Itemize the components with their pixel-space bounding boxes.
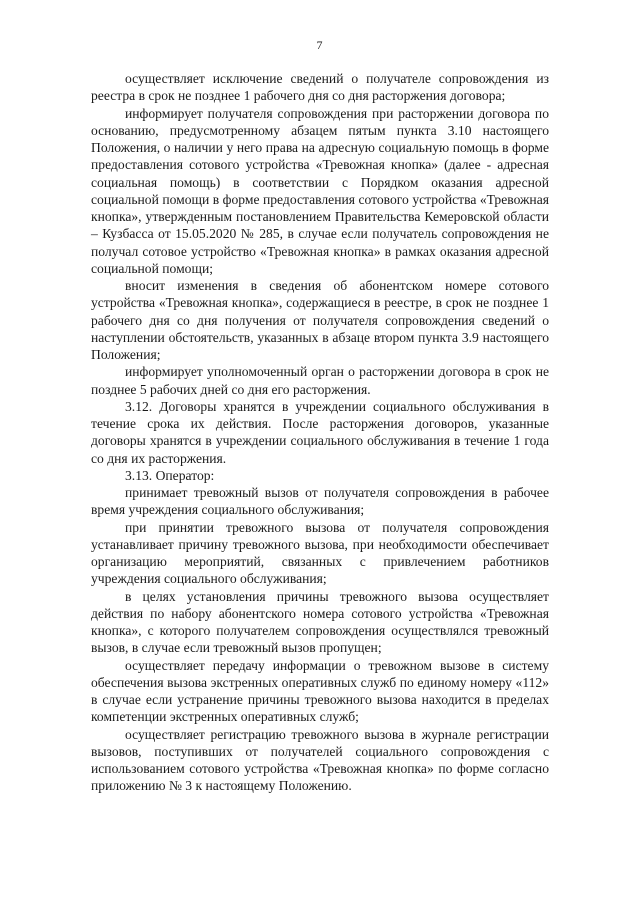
- paragraph-transfer-to-112: осуществляет передачу информации о тревожном вызове в систему обеспечения вызова экстренных оперативных служб по единому номеру «112» в случае если устранение причины тревожного вызова находится в пределах компетенции экстренных оперативных служб;: [91, 657, 549, 725]
- paragraph-operator-heading: 3.13. Оператор:: [125, 467, 215, 483]
- body-text: [91, 70, 549, 795]
- paragraph-establish-cause: при принятии тревожного вызова от получателя сопровождения устанавливает причину тревожного вызова, при необходимости обеспечивает организацию мероприятий, связанных с привлечением работников учреждения социального обслуживания;: [91, 519, 549, 587]
- paragraph-register-call: осуществляет регистрацию тревожного вызова в журнале регистрации вызовов, поступивших от получателей социального сопровождения с использованием сотового устройства «Тревожная кнопка» по форме согласно приложению № 3 к настоящему Положению.: [91, 726, 549, 794]
- paragraph-exclusion-from-registry: осуществляет исключение сведений о получателе сопровождения из реестра в срок не позднее 1 рабочего дня со дня расторжения договора;: [91, 71, 549, 104]
- paragraph-dial-back: в целях установления причины тревожного вызова осуществляет действия по набору абонентского номера сотового устройства «Тревожная кнопка», с которого получателем сопровождения осуществлялся тревожный вызов, в случае если тревожный вызов пропущен;: [91, 588, 549, 656]
- paragraph-inform-recipient: информирует получателя сопровождения при расторжении договора по основанию, предусмотренному абзацем пятым пункта 3.10 настоящего Положения, о наличии у него права на адресную социальную помощь в форме предоставления сотового устройства «Тревожная кнопка» (далее - адресная социальная помощь) в соответствии с Порядком оказания адресной социальной помощи в форме предоставления сотового устройства «Тревожная кнопка», утвержденным постановлением Правительства Кемеровской области – Кузбасса от 15.05.2020 № 285, в случае если получатель сопровождения не получал сотовое устройство «Тревожная кнопка» в рамках оказания адресной социальной помощи;: [91, 105, 549, 276]
- paragraph-update-subscriber-number: вносит изменения в сведения об абонентском номере сотового устройства «Тревожная кнопка», содержащиеся в реестре, в срок не позднее 1 рабочего дня со дня получения от получателя сопровождения сведений о наступлении обстоятельств, указанных в абзаце втором пункта 3.9 настоящего Положения;: [91, 278, 549, 362]
- paragraph-inform-authorized-body: информирует уполномоченный орган о расторжении договора в срок не позднее 5 рабочих дней со дня его расторжения.: [91, 364, 549, 397]
- paragraph-accept-alarm-call: принимает тревожный вызов от получателя сопровождения в рабочее время учреждения социального обслуживания;: [91, 485, 549, 518]
- page-number: 7: [316, 38, 323, 52]
- paragraph-contracts-storage: 3.12. Договоры хранятся в учреждении социального обслуживания в течение срока их действия. После расторжения договоров, указанные договоры хранятся в учреждении социального обслуживания в течение 1 года со дня их расторжения.: [91, 398, 549, 466]
